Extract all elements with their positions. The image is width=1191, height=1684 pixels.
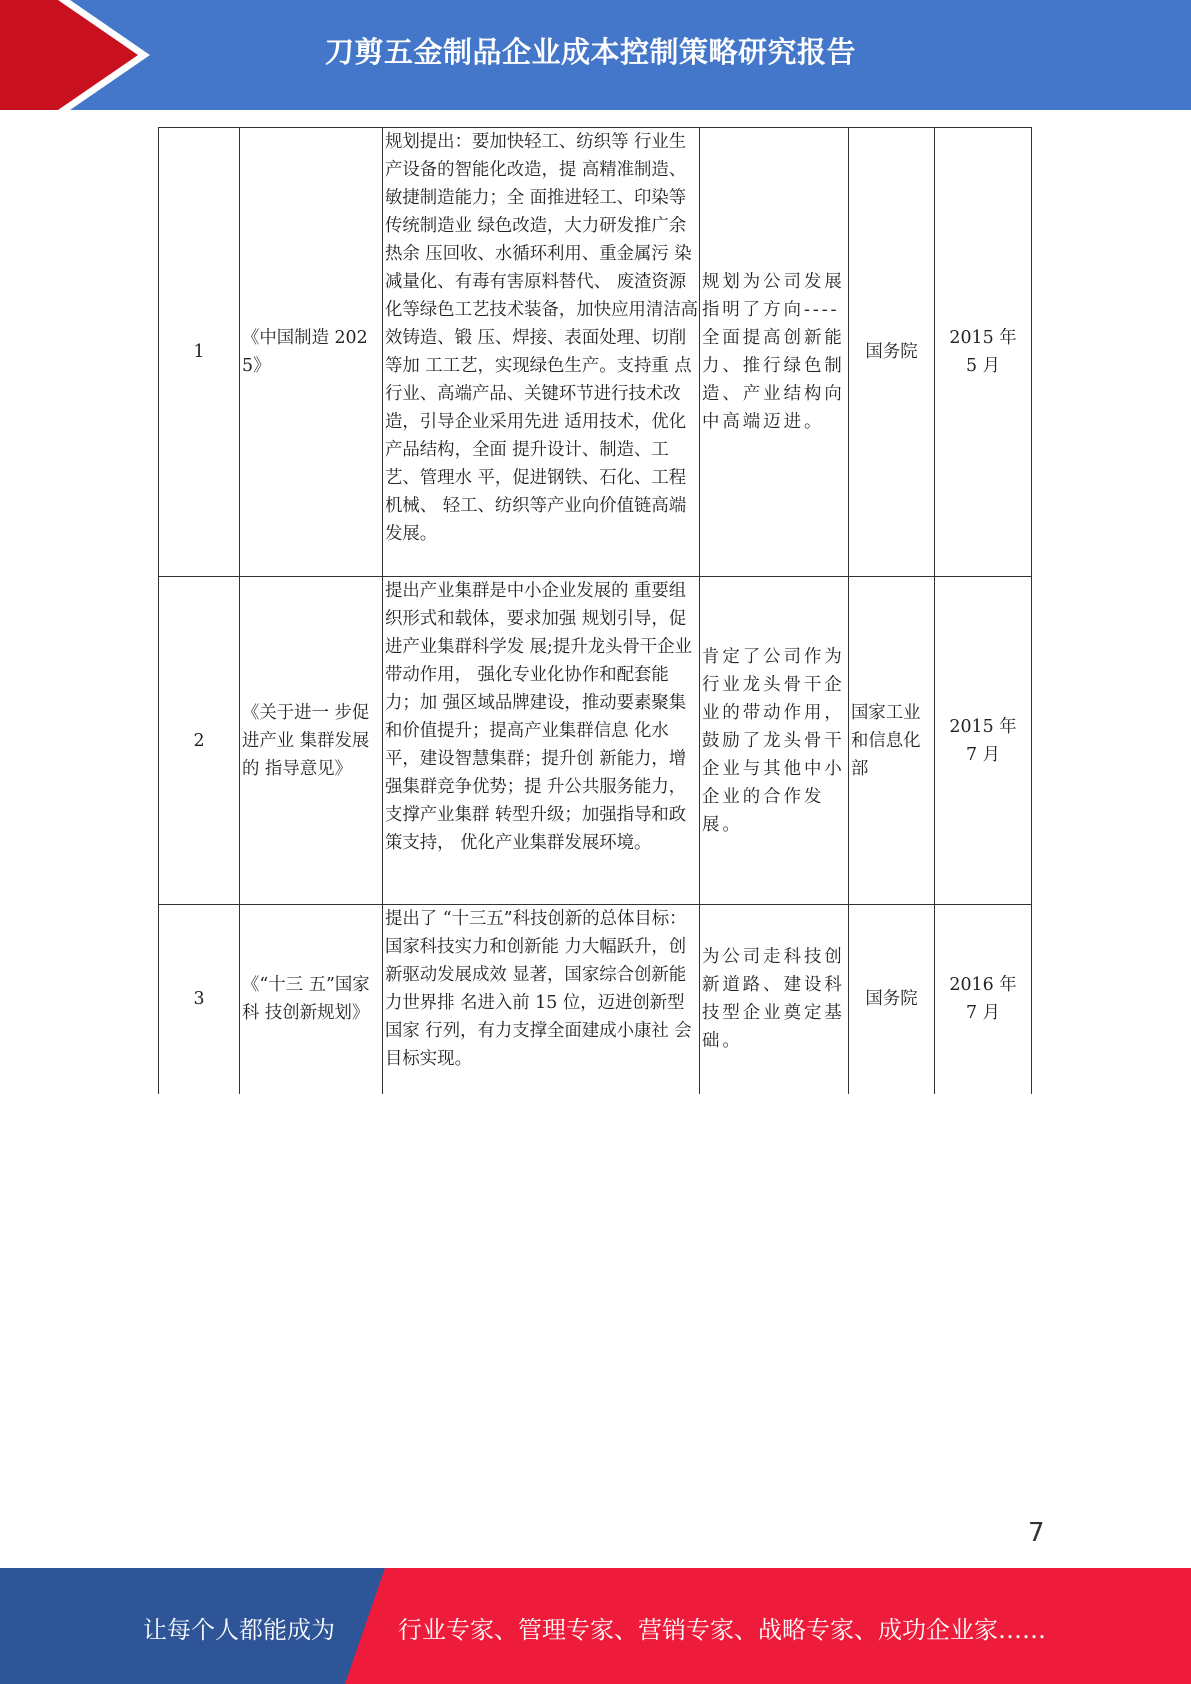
- page-footer: [0, 1568, 1191, 1684]
- issue-month: 5 月: [966, 356, 1000, 376]
- issue-year: 2015 年: [949, 716, 1017, 737]
- issuing-department: 国务院: [849, 905, 935, 1094]
- policy-impact: 为公司走科技创新道路、建设科技型企业奠定基础。: [700, 905, 849, 1094]
- policy-name: 《中国制造 2025》: [240, 128, 383, 577]
- policy-table: [158, 127, 1032, 1094]
- issuing-department: 国务院: [849, 128, 935, 577]
- page-number: 7: [1028, 1518, 1045, 1548]
- policy-content: 提出产业集群是中小企业发展的 重要组织形式和载体，要求加强 规划引导，促进产业集群科学发 展;提升龙头骨干企业带动作用， 强化专业化协作和配套能力；加 强区域品牌建设，推动要素聚集 和价值提升；提高产业集群信息 化水平，建设智慧集群；提升创 新能力，增强集群竞争优势；提 升公共服务能力，支撑产业集群 转型升级；加强指导和政策支持， 优化产业集群发展环境。: [383, 577, 700, 905]
- policy-impact: 肯定了公司作为行业龙头骨干企业的带动作用，鼓励了龙头骨干企业与其他中小企业的合作发 展。: [700, 577, 849, 905]
- policy-content: 提出了 “十三五”科技创新的总体目标：国家科技实力和创新能 力大幅跃升，创新驱动发展成效 显著，国家综合创新能力世界排 名进入前 15 位，迈进创新型国家 行列，有力支撑全面建成小康社 会目标实现。: [383, 905, 700, 1094]
- issue-month: 7 月: [966, 744, 1000, 765]
- issuing-department: 国家工业和信息化部: [849, 577, 935, 905]
- issue-year: 2015 年: [949, 328, 1017, 348]
- issue-month: 7 月: [966, 1003, 1000, 1024]
- row-number: 1: [159, 128, 240, 577]
- issue-date: [935, 905, 1032, 1094]
- page-header: [0, 0, 1191, 110]
- footer-slogan-right: 行业专家、管理专家、营销专家、战略专家、成功企业家……: [398, 1616, 1046, 1644]
- policy-impact: 规划为公司发展指明了方向----全面提高创新能力、推行绿色制造、产业结构向中高端迈进。: [700, 128, 849, 577]
- document-title: 刀剪五金制品企业成本控制策略研究报告: [325, 35, 857, 69]
- issue-date: [935, 128, 1032, 577]
- table-row: [159, 905, 1032, 1094]
- policy-content: 规划提出：要加快轻工、纺织等 行业生产设备的智能化改造，提 高精准制造、敏捷制造能力；全 面推进轻工、印染等传统制造业 绿色改造，大力研发推广余热余 压回收、水循环利用、重金属污 染减量化、有毒有害原料替代、 废渣资源化等绿色工艺技术装备，加快应用清洁高效铸造、锻 压、焊接、表面处理、切削等加 工工艺，实现绿色生产。支持重 点行业、高端产品、关键环节进行技术改造，引导企业采用先进 适用技术，优化产品结构，全面 提升设计、制造、工艺、管理水 平，促进钢铁、石化、工程机械、 轻工、纺织等产业向价值链高端 发展。: [383, 128, 700, 577]
- table-row: [159, 577, 1032, 905]
- policy-name: 《关于进一 步促进产业 集群发展的 指导意见》: [240, 577, 383, 905]
- policy-name: 《“十三 五”国家科 技创新规划》: [240, 905, 383, 1094]
- row-number: 2: [159, 577, 240, 905]
- row-number: 3: [159, 905, 240, 1094]
- issue-date: [935, 577, 1032, 905]
- footer-slogan-left: 让每个人都能成为: [143, 1616, 335, 1644]
- table-row: [159, 128, 1032, 577]
- issue-year: 2016 年: [949, 975, 1017, 996]
